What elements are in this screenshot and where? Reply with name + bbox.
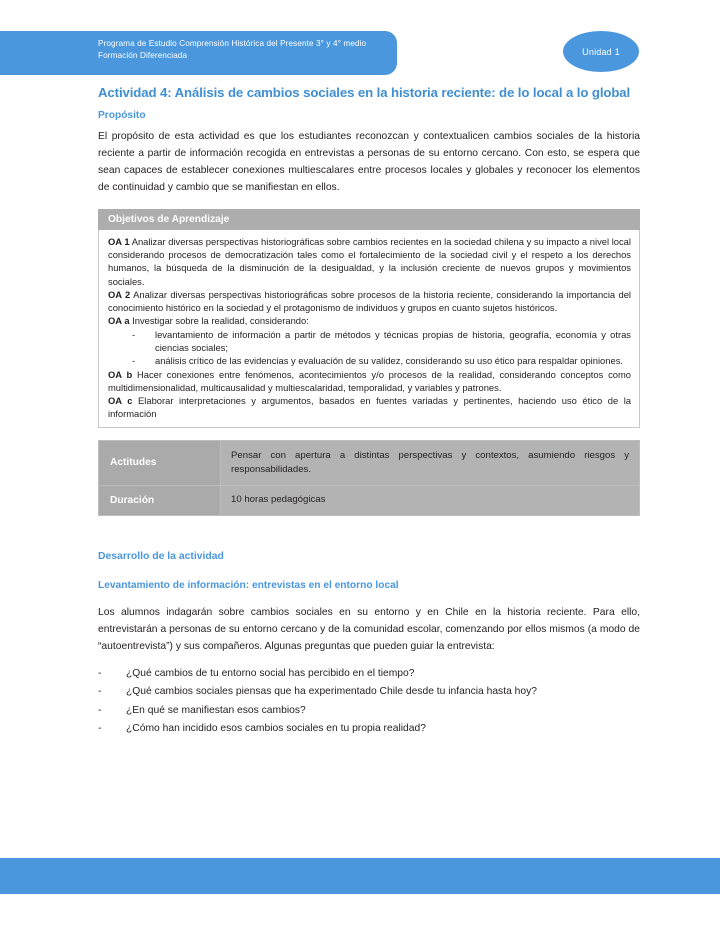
list-item-label: ¿Qué cambios de tu entorno social has percibido en el tiempo? [126, 667, 415, 679]
oaa-sublist [108, 328, 631, 368]
list-item [98, 683, 640, 702]
program-title-line1: Programa de Estudio Comprensión Histórica del Presente 3° y 4° medio [98, 39, 367, 48]
table-row-header [99, 209, 640, 229]
dash-bullet-icon: - [132, 355, 136, 367]
oaa-paragraph [108, 314, 631, 327]
attributes-table [98, 440, 640, 516]
table-row-actitudes [99, 440, 640, 485]
list-item [98, 665, 640, 684]
oac-text: Elaborar interpretaciones y argumentos, basados en fuentes variadas y pertinentes, haciendo uso ético de la información [108, 395, 631, 420]
development-title: Desarrollo de la actividad [98, 550, 224, 562]
dash-bullet-icon: - [98, 723, 102, 735]
dash-bullet-icon: - [132, 328, 136, 340]
development-subtitle: Levantamiento de información: entrevistas en el entorno local [98, 579, 399, 591]
list-item [108, 354, 631, 367]
oa1-text: Analizar diversas perspectivas historiográficas sobre cambios recientes en la sociedad chilena y su impacto a nivel local considerando procesos de democratización tales como el fortalecimiento de la sociedad civil y el respeto a los derechos humanos, la búsqueda de la disminución de la desigualdad, y la inclusión creciente de nuevos grupos y movimientos sociales. [108, 235, 631, 287]
oaa-text: Investigar sobre la realidad, considerando: [129, 315, 309, 327]
oab-text: Hacer conexiones entre fenómenos, acontecimientos y/o procesos de la realidad, considerando conceptos como multidimensionalidad, multicausalidad y multiescalaridad, temporalidad, y variables y patrones. [108, 368, 631, 393]
oa-table-body-cell [99, 229, 640, 427]
oa1-paragraph [108, 235, 631, 288]
list-item-label: ¿Qué cambios sociales piensas que ha experimentado Chile desde tu infancia hasta hoy? [126, 686, 537, 698]
dash-bullet-icon: - [98, 686, 102, 698]
list-item-label: análisis crítico de las evidencias y evaluación de su validez, considerando su uso ético para respaldar opiniones. [155, 355, 623, 367]
list-item [98, 720, 640, 739]
oaa-label: OA a [108, 315, 130, 327]
program-title-line2: Formación Diferenciada [98, 50, 188, 60]
oa2-text: Analizar diversas perspectivas historiográficas sobre procesos de la historia reciente, considerando la importancia del conocimiento histórico en la sociedad y el protagonismo de individuos y grupos en cuanto sujetos históricos. [108, 288, 631, 314]
page-number: 57 [604, 7, 615, 17]
oac-paragraph [108, 394, 631, 421]
list-item-label: ¿Cómo han incidido esos cambios sociales en tu propia realidad? [126, 723, 426, 735]
program-header-bar [0, 31, 397, 75]
purpose-paragraph: El propósito de esta actividad es que los estudiantes reconozcan y contextualicen cambios sociales de la historia reciente a partir de información recogida en entrevistas a personas de su entorno cercano. Con esto, se espera que sean capaces de establecer conexiones multiescalares entre procesos locales y globales y reconocer los elementos de continuidad y cambio que se manifiestan en ellos. [98, 131, 640, 193]
table-row [99, 229, 640, 427]
oac-label: OA c [108, 395, 133, 407]
table-row-duracion [99, 485, 640, 515]
footer-institution [98, 7, 236, 30]
oab-label: OA b [108, 368, 133, 380]
actitudes-label: Actitudes [99, 440, 221, 485]
purpose-heading: Propósito [98, 110, 146, 121]
development-paragraph: Los alumnos indagarán sobre cambios sociales en su entorno y en Chile en la historia reciente. Para ello, entrevistarán a personas de su entorno cercano y de la comunidad escolar, comenzando por ellos mismos (a modo de “autoentrevista”) y sus compañeros. Algunas preguntas que pueden guiar la entrevista: [98, 606, 640, 652]
page-footer-bar [0, 858, 720, 894]
list-item-label: ¿En qué se manifiestan esos cambios? [126, 704, 306, 716]
page-content [98, 84, 640, 739]
actitudes-value: Pensar con apertura a distintas perspectivas y contextos, asumiendo riesgos y responsabilidades. [221, 440, 640, 485]
list-item [98, 702, 640, 721]
duracion-label: Duración [99, 485, 221, 515]
dash-bullet-icon: - [98, 667, 102, 679]
learning-objectives-table [98, 209, 640, 428]
development-section [98, 551, 640, 739]
oa2-label: OA 2 [108, 288, 131, 300]
footer-line1: Unidad de Currículum y Evaluación [98, 8, 227, 17]
activity-title: Actividad 4: Análisis de cambios sociales en la historia reciente: de lo local a lo global [98, 85, 631, 100]
duracion-value: 10 horas pedagógicas [221, 485, 640, 515]
guiding-questions-list [98, 665, 640, 739]
page-header [0, 31, 720, 75]
dash-bullet-icon: - [98, 704, 102, 716]
oa2-paragraph [108, 288, 631, 315]
oa-table-header: Objetivos de Aprendizaje [99, 209, 640, 229]
list-item [108, 328, 631, 355]
list-item-label: levantamiento de información a partir de métodos y técnicas propias de historia, geografía, economía y otras ciencias sociales; [155, 328, 631, 353]
footer-line2: Ministerio de Educación, febrero 2021 [98, 19, 236, 29]
oa1-label: OA 1 [108, 235, 130, 247]
unit-badge: Unidad 1 [563, 31, 639, 72]
oab-paragraph [108, 368, 631, 395]
